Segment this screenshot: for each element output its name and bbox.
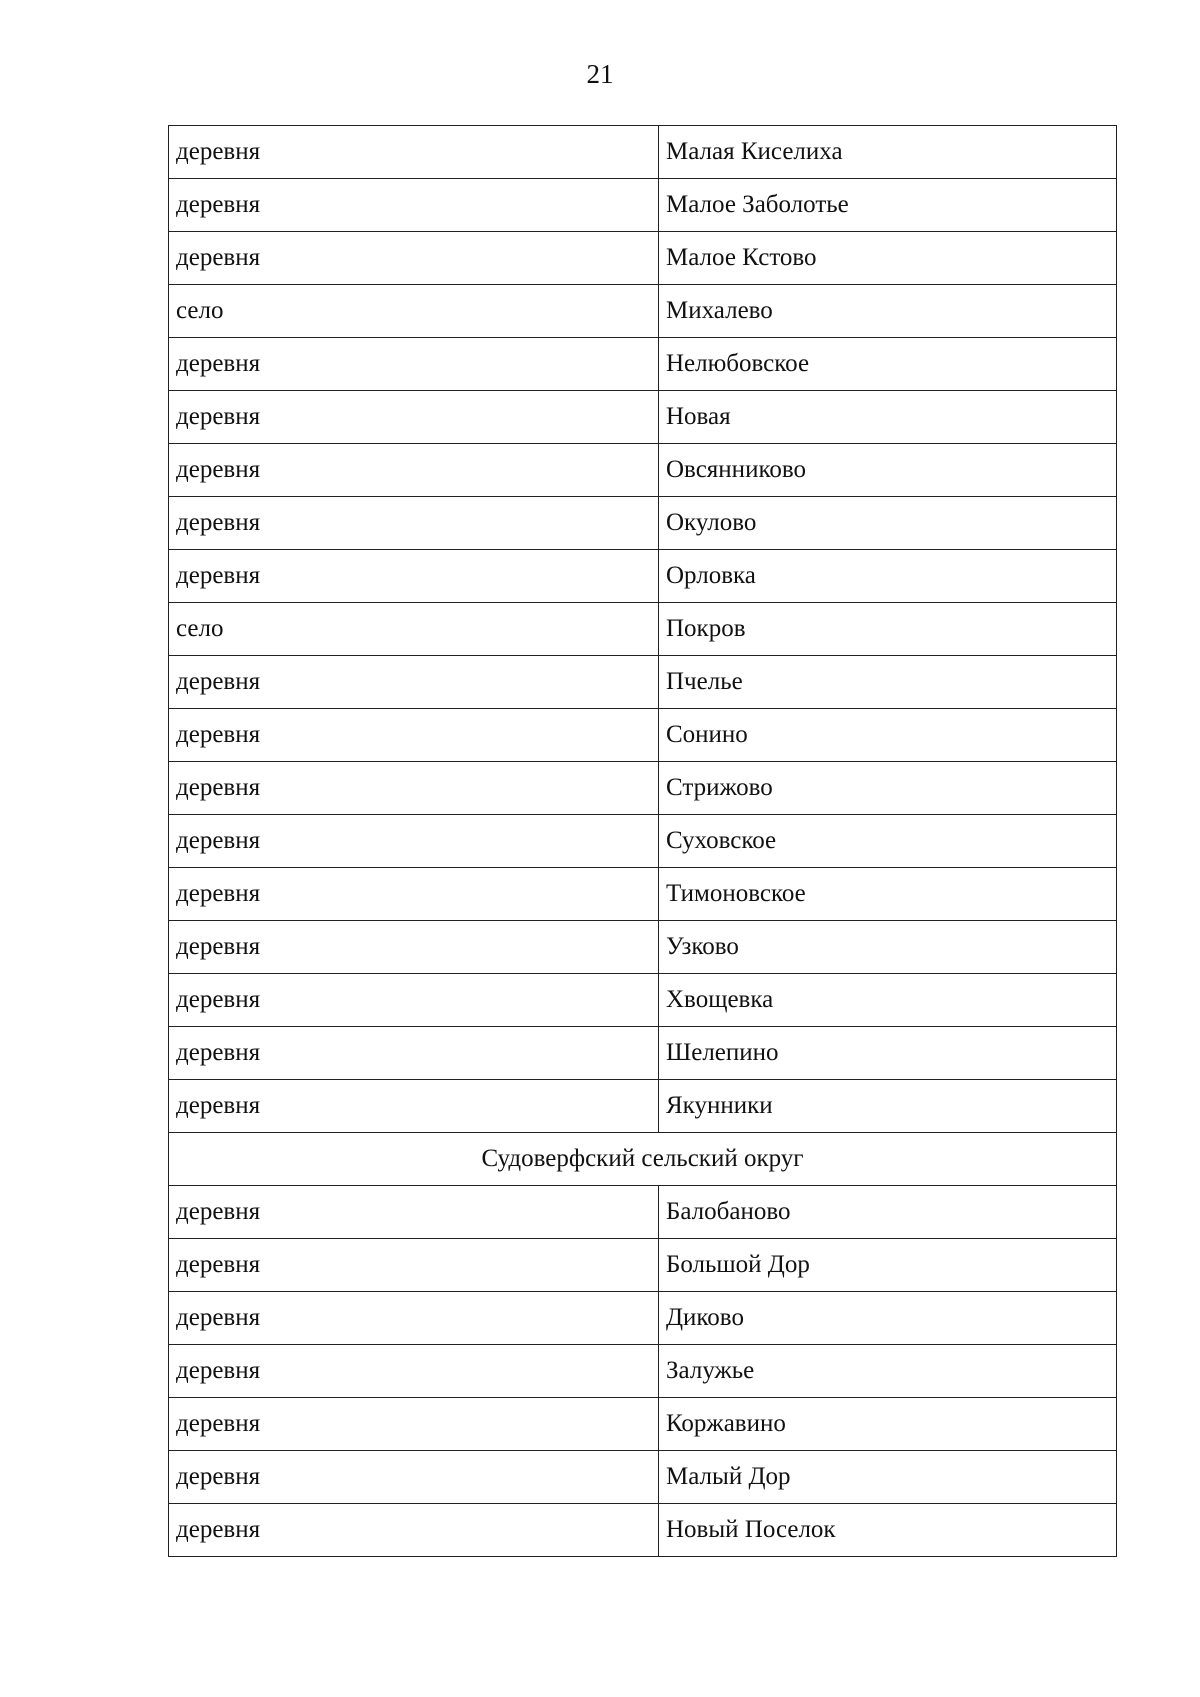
settlement-type-cell: деревня [169, 974, 659, 1027]
settlement-type-cell: деревня [169, 444, 659, 497]
settlement-type-cell: деревня [169, 1398, 659, 1451]
settlement-type-cell: деревня [169, 762, 659, 815]
settlement-name-cell: Малое Заболотье [659, 179, 1117, 232]
settlement-name-cell: Диково [659, 1292, 1117, 1345]
table-row [169, 1027, 1117, 1080]
settlement-type-cell: деревня [169, 232, 659, 285]
settlement-name-cell: Покров [659, 603, 1117, 656]
settlement-name-cell: Якунники [659, 1080, 1117, 1133]
table-row [169, 1239, 1117, 1292]
table-row [169, 656, 1117, 709]
settlement-type-cell: село [169, 285, 659, 338]
settlement-type-cell: деревня [169, 179, 659, 232]
settlement-name-cell: Большой Дор [659, 1239, 1117, 1292]
settlement-name-cell: Залужье [659, 1345, 1117, 1398]
settlement-name-cell: Балобаново [659, 1186, 1117, 1239]
table-row [169, 868, 1117, 921]
table-row [169, 391, 1117, 444]
table-row [169, 1345, 1117, 1398]
settlement-type-cell: деревня [169, 126, 659, 179]
table-row [169, 1186, 1117, 1239]
settlement-type-cell: деревня [169, 1451, 659, 1504]
table-row [169, 550, 1117, 603]
settlement-name-cell: Тимоновское [659, 868, 1117, 921]
table-row [169, 1398, 1117, 1451]
settlement-type-cell: село [169, 603, 659, 656]
table-row [169, 1292, 1117, 1345]
settlement-type-cell: деревня [169, 550, 659, 603]
settlement-type-cell: деревня [169, 921, 659, 974]
settlement-name-cell: Малый Дор [659, 1451, 1117, 1504]
table-row [169, 1504, 1117, 1557]
settlement-name-cell: Суховское [659, 815, 1117, 868]
table-row [169, 709, 1117, 762]
settlement-name-cell: Михалево [659, 285, 1117, 338]
settlement-name-cell: Малое Кстово [659, 232, 1117, 285]
page-number: 21 [586, 59, 614, 89]
settlement-name-cell: Овсянниково [659, 444, 1117, 497]
settlement-type-cell: деревня [169, 868, 659, 921]
table-row [169, 974, 1117, 1027]
settlement-type-cell: деревня [169, 1239, 659, 1292]
settlement-type-cell: деревня [169, 1345, 659, 1398]
settlement-type-cell: деревня [169, 1186, 659, 1239]
table-row [169, 126, 1117, 179]
settlement-name-cell: Нелюбовское [659, 338, 1117, 391]
table-row [169, 338, 1117, 391]
settlement-name-cell: Узково [659, 921, 1117, 974]
settlement-type-cell: деревня [169, 1504, 659, 1557]
table-row [169, 497, 1117, 550]
table-row [169, 1451, 1117, 1504]
settlement-type-cell: деревня [169, 1027, 659, 1080]
settlement-type-cell: деревня [169, 338, 659, 391]
settlement-name-cell: Малая Киселиха [659, 126, 1117, 179]
table-row [169, 232, 1117, 285]
table-row [169, 921, 1117, 974]
settlement-name-cell: Стрижово [659, 762, 1117, 815]
settlement-name-cell: Орловка [659, 550, 1117, 603]
table-row [169, 603, 1117, 656]
table-row [169, 815, 1117, 868]
settlement-name-cell: Коржавино [659, 1398, 1117, 1451]
settlement-type-cell: деревня [169, 497, 659, 550]
table-row [169, 1080, 1117, 1133]
section-header-row [169, 1133, 1117, 1186]
section-title: Судоверфский сельский округ [169, 1133, 1117, 1186]
settlement-type-cell: деревня [169, 656, 659, 709]
settlement-type-cell: деревня [169, 1080, 659, 1133]
settlements-table-body [169, 126, 1117, 1557]
settlement-name-cell: Окулово [659, 497, 1117, 550]
settlement-type-cell: деревня [169, 1292, 659, 1345]
settlement-type-cell: деревня [169, 815, 659, 868]
settlement-name-cell: Новый Поселок [659, 1504, 1117, 1557]
settlement-type-cell: деревня [169, 391, 659, 444]
settlements-table [168, 125, 1117, 1557]
table-row [169, 762, 1117, 815]
settlement-name-cell: Хвощевка [659, 974, 1117, 1027]
table-row [169, 285, 1117, 338]
settlement-name-cell: Сонино [659, 709, 1117, 762]
settlement-type-cell: деревня [169, 709, 659, 762]
settlement-name-cell: Шелепино [659, 1027, 1117, 1080]
settlement-name-cell: Пчелье [659, 656, 1117, 709]
table-row [169, 179, 1117, 232]
settlement-name-cell: Новая [659, 391, 1117, 444]
table-row [169, 444, 1117, 497]
